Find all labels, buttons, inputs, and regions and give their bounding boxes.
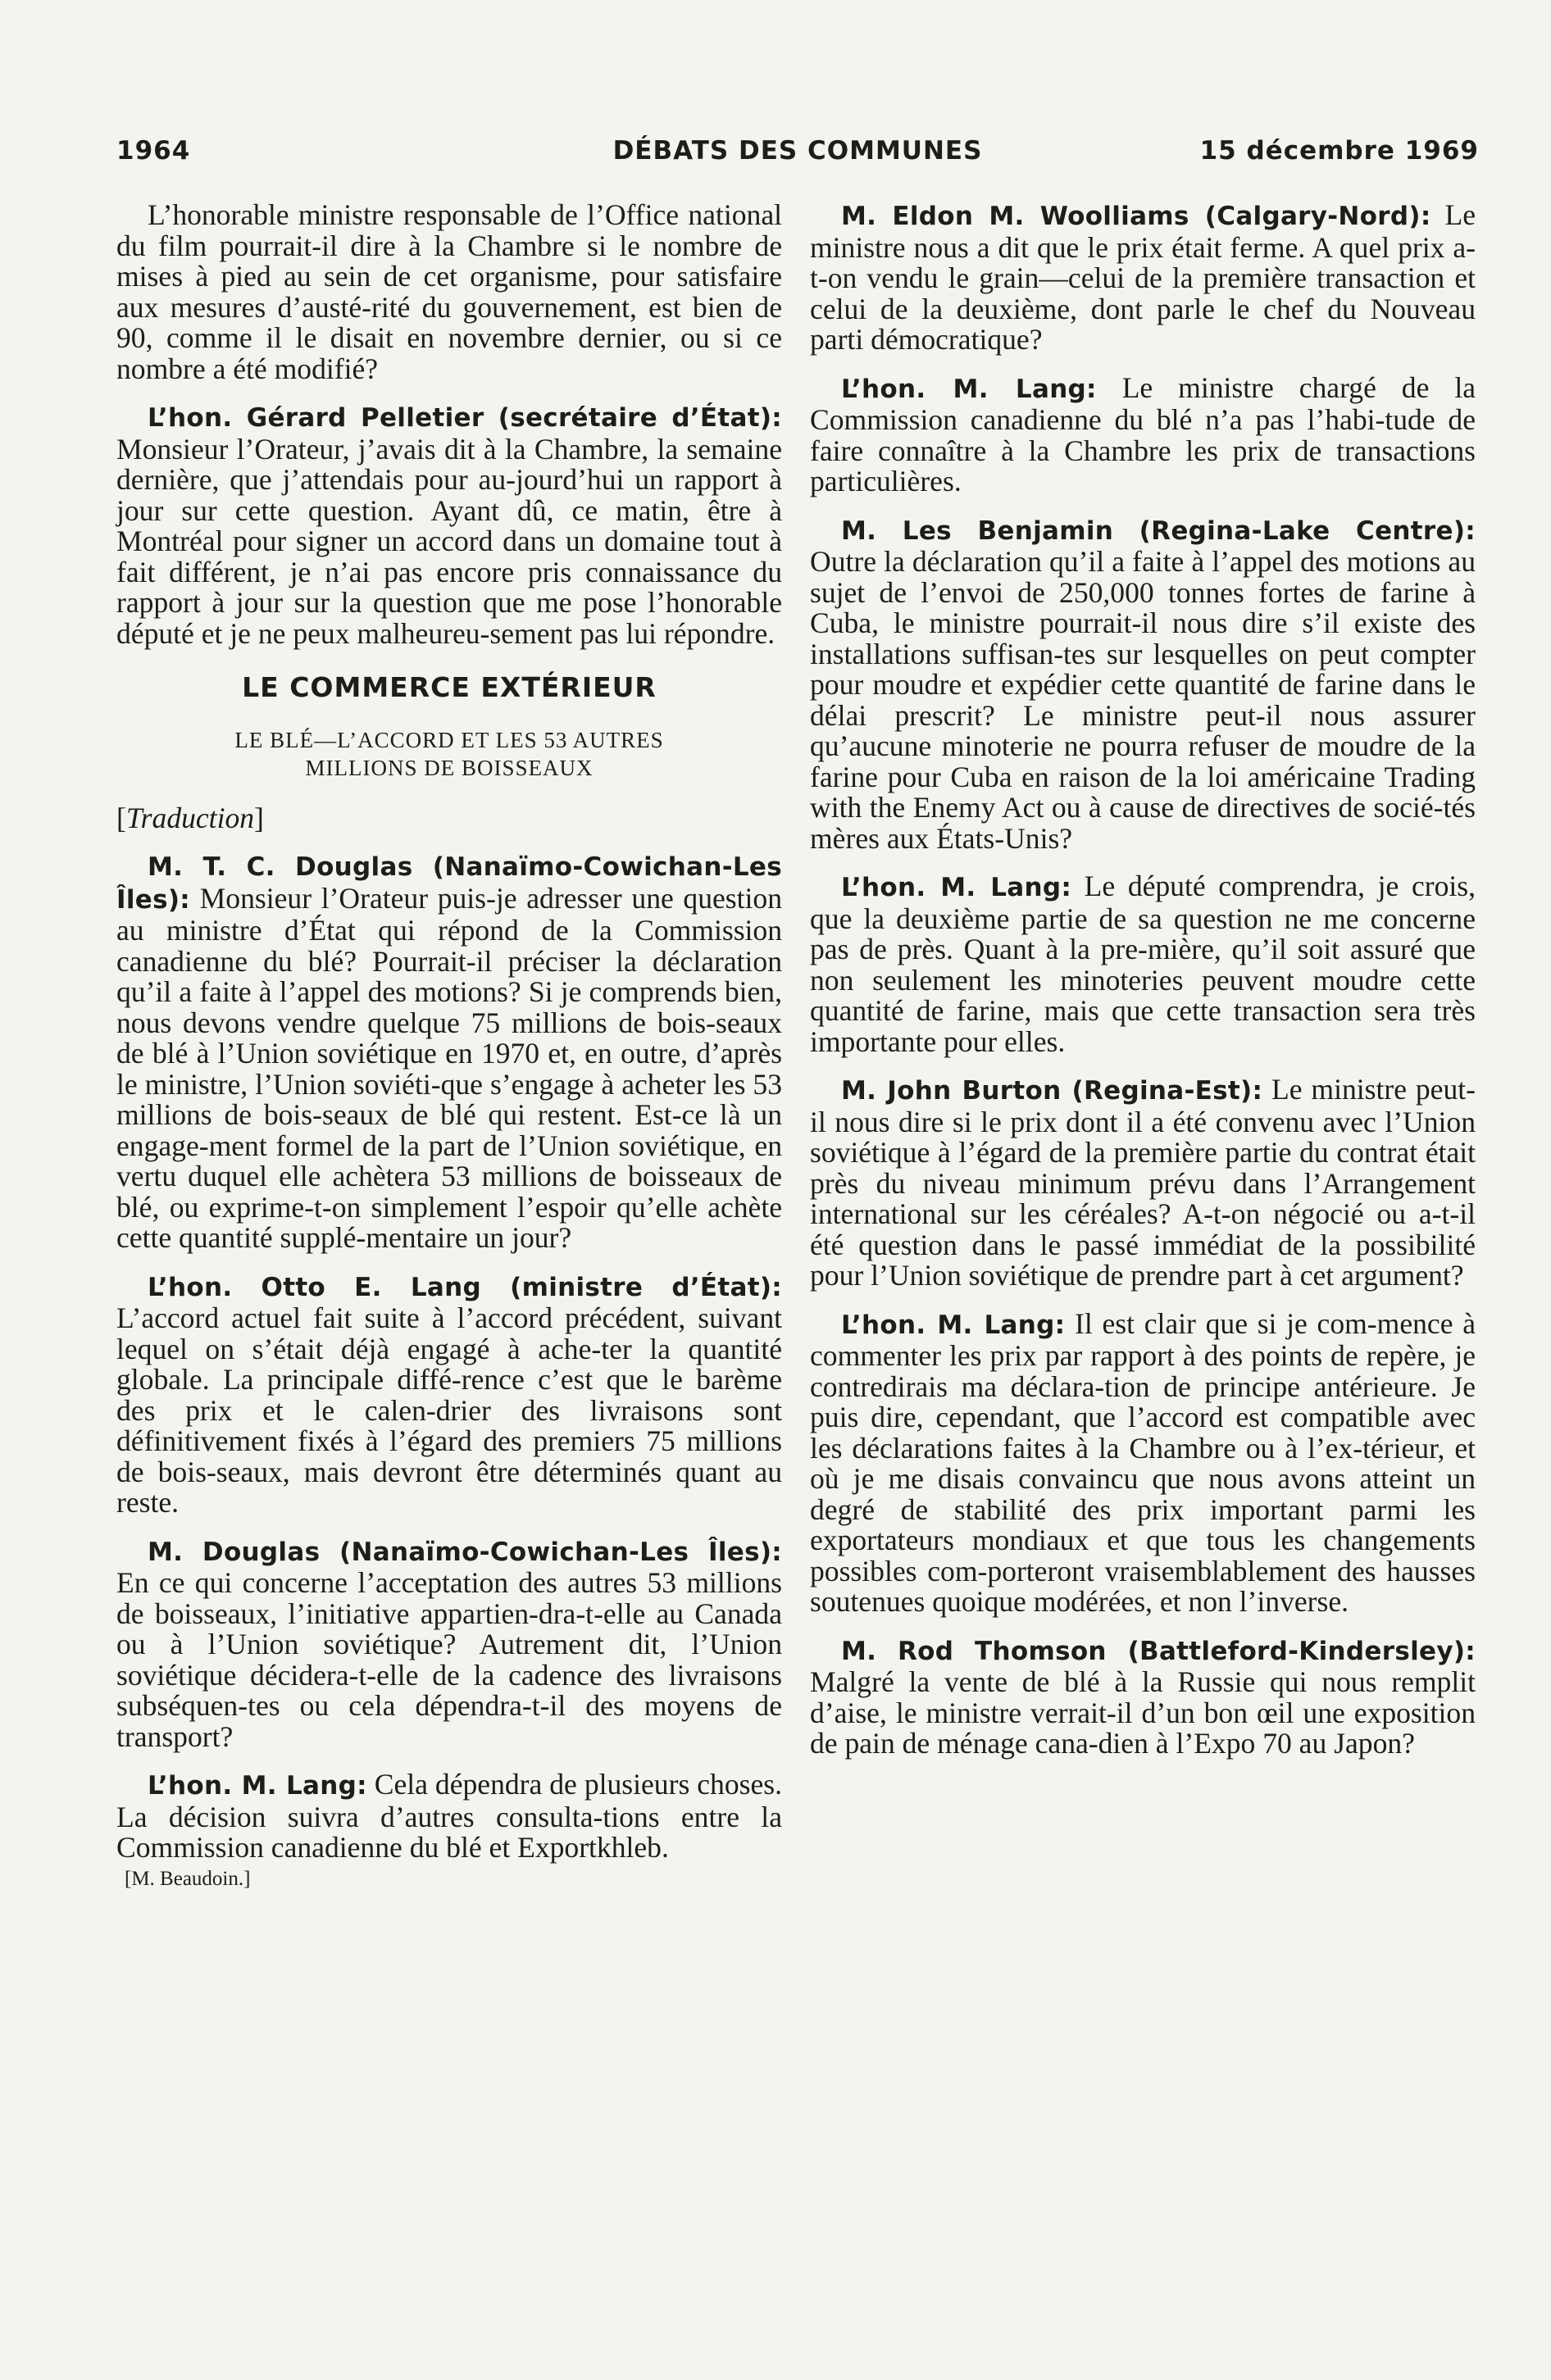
page-number: 1964 [116, 136, 191, 166]
left-column [116, 200, 782, 1911]
paragraph-text: En ce qui concerne l’acceptation des autres 53 millions de boisseaux, l’initiative appartien-dra-t-elle au Canada ou à l’Union soviétique? Autrement dit, l’Union soviétique décidera-t-elle de la cadence des livraisons subséquen-tes ou cela dépendra-t-il des moyens de transport? [116, 1566, 782, 1753]
paragraph-text: Le ministre nous a dit que le prix était ferme. A quel prix a-t-on vendu le grain—celui de la première transaction et celui de la deuxième, dont parle le chef du Nouveau parti démocratique? [810, 198, 1476, 356]
bracket: ] [254, 801, 264, 834]
paragraph [116, 1769, 782, 1864]
paragraph [116, 851, 782, 1254]
paragraph-text: Cela dépendra de plusieurs choses. La décision suivra d’autres consulta-tions entre la Commission canadienne du blé et Exportkhleb. [116, 1768, 782, 1864]
subsection-line: LE BLÉ—L’ACCORD ET LES 53 AUTRES [234, 727, 664, 752]
page-header [116, 136, 1479, 177]
paragraph [116, 200, 782, 384]
footnote: [M. Beaudoin.] [125, 1867, 251, 1890]
speaker-name: L’hon. M. Lang: [841, 374, 1097, 404]
paragraph [116, 402, 782, 649]
paragraph-text: Le ministre peut-il nous dire si le prix dont il a été convenu avec l’Union soviétique à l’égard de la première partie du contrat était près du niveau minimum prévu dans l’Arrangement international sur les céréales? A-t-on négocié ou a-t-il été question dans le passé immédiat de la possibilité pour l’Union soviétique de prendre part à cet argument? [810, 1073, 1476, 1292]
subsection-heading [116, 726, 782, 782]
translation-label: Traduction [125, 801, 255, 834]
page-date: 15 décembre 1969 [1199, 136, 1479, 166]
speaker-name: M. Rod Thomson (Battleford-Kindersley): [841, 1636, 1476, 1666]
speaker-name: M. Douglas (Nanaïmo-Cowichan-Les Îles): [148, 1537, 782, 1567]
translation-note [116, 803, 782, 834]
speaker-name: M. John Burton (Regina-Est): [841, 1076, 1263, 1106]
paragraph-text: Monsieur l’Orateur, j’avais dit à la Chambre, la semaine dernière, que j’attendais pour au-jourd’hui un rapport à jour sur cette question. Ayant dû, ce matin, être à Montréal pour signer un accord dans un domaine tout à fait différent, je n’ai pas encore pris connaissance du rapport à jour sur la question que me pose l’honorable député et je ne peux malheureu-sement pas lui répondre. [116, 432, 782, 650]
paragraph-text: Outre la déclaration qu’il a faite à l’appel des motions au sujet de l’envoi de 250,000 tonnes fortes de farine à Cuba, le ministre pourrait-il nous dire s’il existe des installations suffisan-tes sur lesquelles on peut compter pour moudre et expédier cette quantité de farine dans le délai prescrit? Le ministre peut-il nous assurer qu’aucune minoterie ne pourra refuser de moudre de la farine pour Cuba en raison de la loi américaine Trading with the Enemy Act ou à cause de directives de socié-tés mères aux États-Unis? [810, 545, 1476, 855]
speaker-name: M. Les Benjamin (Regina-Lake Centre): [841, 516, 1476, 546]
paragraph [116, 1536, 782, 1753]
paragraph-text: L’accord actuel fait suite à l’accord précédent, suivant lequel on s’était déjà engagé à ache-ter la quantité globale. La principale diffé-rence c’est que le barème des prix et le calen-drier des livraisons sont définitivement fixés à l’égard des premiers 75 millions de bois-seaux, mais devront être déterminés quant au reste. [116, 1301, 782, 1519]
right-column [810, 200, 1476, 1760]
speaker-name: M. T. C. Douglas (Nanaïmo-Cowichan-Les Îles): [116, 852, 782, 915]
paragraph [810, 871, 1476, 1057]
page-title: DÉBATS DES COMMUNES [612, 136, 983, 166]
paragraph-text: Il est clair que si je com-mence à commenter les prix par rapport à des points de repère, je contredirais ma déclara-tion de principe antérieure. Je puis dire, cependant, que l’accord est compatible avec les déclarations faites à la Chambre ou à l’ex-térieur, et où je me disais convaincu que nous avons atteint un degré de stabilité des prix important parmi les exportateurs mondiaux et que tous les changements possibles com-porteront vraisemblablement des hausses soutenues quoique modérées, et non l’inverse. [810, 1306, 1476, 1618]
paragraph [116, 1271, 782, 1519]
speaker-name: L’hon. M. Lang: [841, 873, 1072, 902]
speaker-name: L’hon. Otto E. Lang (ministre d’État): [148, 1272, 782, 1302]
paragraph [810, 200, 1476, 356]
subsection-line: MILLIONS DE BOISSEAUX [305, 755, 594, 780]
paragraph-text: L’honorable ministre responsable de l’Office national du film pourrait-il dire à la Chambre si le nombre de mises à pied au sein de cet organisme, pour satisfaire aux mesures d’austé-rité du gouvernement, est bien de 90, comme il le disait en novembre dernier, ou si ce nombre a été modifié? [116, 198, 782, 385]
speaker-name: L’hon. Gérard Pelletier (secrétaire d’État): [148, 403, 782, 433]
paragraph-text: Monsieur l’Orateur puis-je adresser une question au ministre d’État qui répond de la Commission canadienne du blé? Pourrait-il préciser la déclaration qu’il a faite à l’appel des motions? Si je comprends bien, nous devons vendre quelque 75 millions de bois-seaux de blé à l’Union soviétique en 1970 et, en outre, d’après le ministre, l’Union soviéti-que s’engage à acheter les 53 millions de bois-seaux de blé qui restent. Est-ce là un engage-ment formel de la part de l’Union soviétique, en vertu duquel elle achètera 53 millions de boisseaux de blé, ou exprime-t-on simplement l’espoir qu’elle achète cette quantité supplé-mentaire un jour? [116, 881, 782, 1254]
paragraph [810, 515, 1476, 855]
paragraph [810, 370, 1476, 497]
paragraph [810, 1635, 1476, 1760]
section-heading: LE COMMERCE EXTÉRIEUR [242, 671, 657, 703]
speaker-name: L’hon. M. Lang: [148, 1771, 367, 1801]
paragraph-text: Le député comprendra, je crois, que la deuxième partie de sa question ne me concerne pas de près. Quant à la pre-mière, qu’il soit assuré que non seulement les minoteries peuvent moudre cette quantité de farine, mais que cette transaction sera très importante pour elles. [810, 870, 1476, 1058]
speaker-name: M. Eldon M. Woolliams (Calgary-Nord): [841, 202, 1431, 231]
paragraph [810, 1306, 1476, 1618]
paragraph-text: Malgré la vente de blé à la Russie qui nous remplit d’aise, le ministre verrait-il d’un bon œil une exposition de pain de ménage cana-dien à l’Expo 70 au Japon? [810, 1665, 1476, 1760]
paragraph [810, 1074, 1476, 1292]
speaker-name: L’hon. M. Lang: [841, 1310, 1066, 1340]
bracket: [ [116, 801, 126, 834]
paragraph-text: Le ministre chargé de la Commission canadienne du blé n’a pas l’habi-tude de faire connaître à la Chambre les prix de transactions particulières. [810, 370, 1476, 497]
